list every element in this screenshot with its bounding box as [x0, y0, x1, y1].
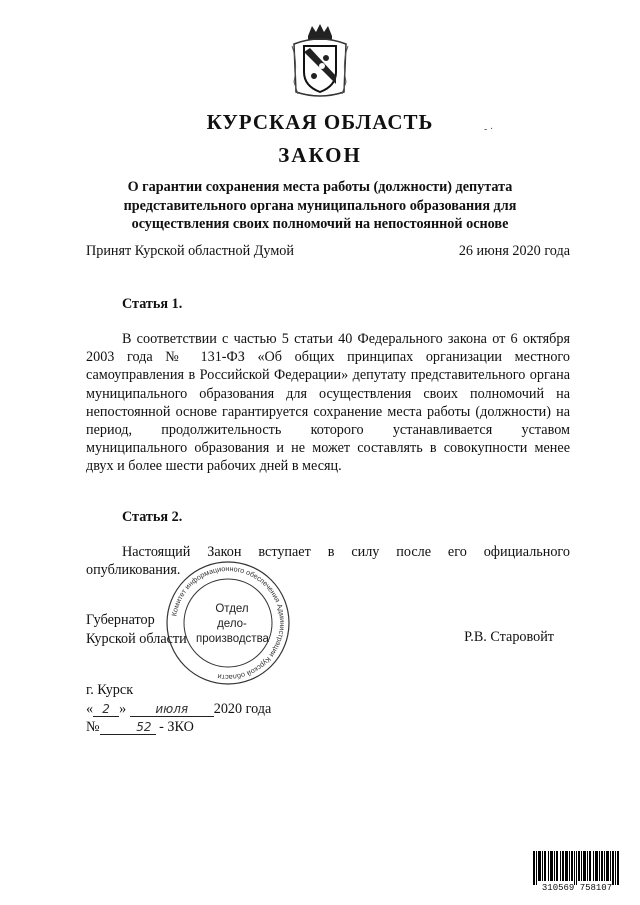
number-prefix: № [86, 719, 100, 735]
signatory-title-line: Губернатор [86, 612, 155, 628]
stamp-ring-text: Комитет информационного обеспечения Администрации Курской области [169, 563, 288, 683]
issue-date [86, 701, 271, 718]
signatory-name: Р.В. Старовойт [464, 629, 554, 645]
date-month: июля [130, 702, 214, 717]
adopted-date: 26 июня 2020 года [458, 243, 570, 259]
article-1-heading: Статья 1. [122, 296, 183, 312]
signatory-title-line: Курской области [86, 630, 187, 647]
barcode-image [533, 851, 619, 885]
article-1-body: В соответствии с частью 5 статьи 40 Федерального закона от 6 октября 2003 года № 131-ФЗ «Об общих принципах организации местного самоуправления в Российской Федерации» депутату представительного органа муниципального образования для осуществления своих полномочий на непостоянной основе гарантируется сохранение места работы (должности) на период, продолжительность которого устанавливается уставом муниципального образования и не может составлять в совокупности менее двух и более шести рабочих дней в месяц. [86, 331, 570, 475]
law-subject-line: представительного органа муниципального образования для [123, 197, 517, 214]
article-2-body: Настоящий Закон вступает в силу после его официального опубликования. [86, 544, 570, 579]
law-number [86, 719, 194, 736]
stamp-center [196, 602, 268, 647]
date-close-quote: » [119, 701, 127, 717]
date-year: 2020 года [213, 701, 272, 717]
law-subject-line: осуществления своих полномочий на непостоянной основе [131, 216, 509, 232]
stamp-line: дело- [217, 618, 247, 630]
law-subject-line: О гарантии сохранения места работы (должности) депутата [127, 179, 513, 195]
date-day: 2 [93, 702, 119, 717]
number-suffix: - ЗКО [159, 719, 194, 735]
number-value: 52 [100, 720, 156, 735]
kursk-coat-of-arms-icon [288, 22, 352, 100]
adopted-by: Принят Курской областной Думой [86, 243, 294, 259]
stamp-line: производства [196, 633, 269, 645]
stamp-line: Отдел [215, 603, 249, 615]
barcode-number: 310569 758107 [541, 883, 613, 893]
signatory-title [86, 611, 187, 648]
region-title: КУРСКАЯ ОБЛАСТЬ [206, 110, 434, 134]
article-1-text [86, 330, 570, 476]
document-type: ЗАКОН [278, 143, 362, 167]
article-2-text [86, 543, 570, 579]
law-subject [100, 178, 540, 234]
date-open-quote: « [86, 701, 94, 717]
article-2-heading: Статья 2. [122, 509, 183, 525]
scan-speck: - · [484, 124, 494, 135]
issue-city: г. Курск [86, 682, 134, 698]
